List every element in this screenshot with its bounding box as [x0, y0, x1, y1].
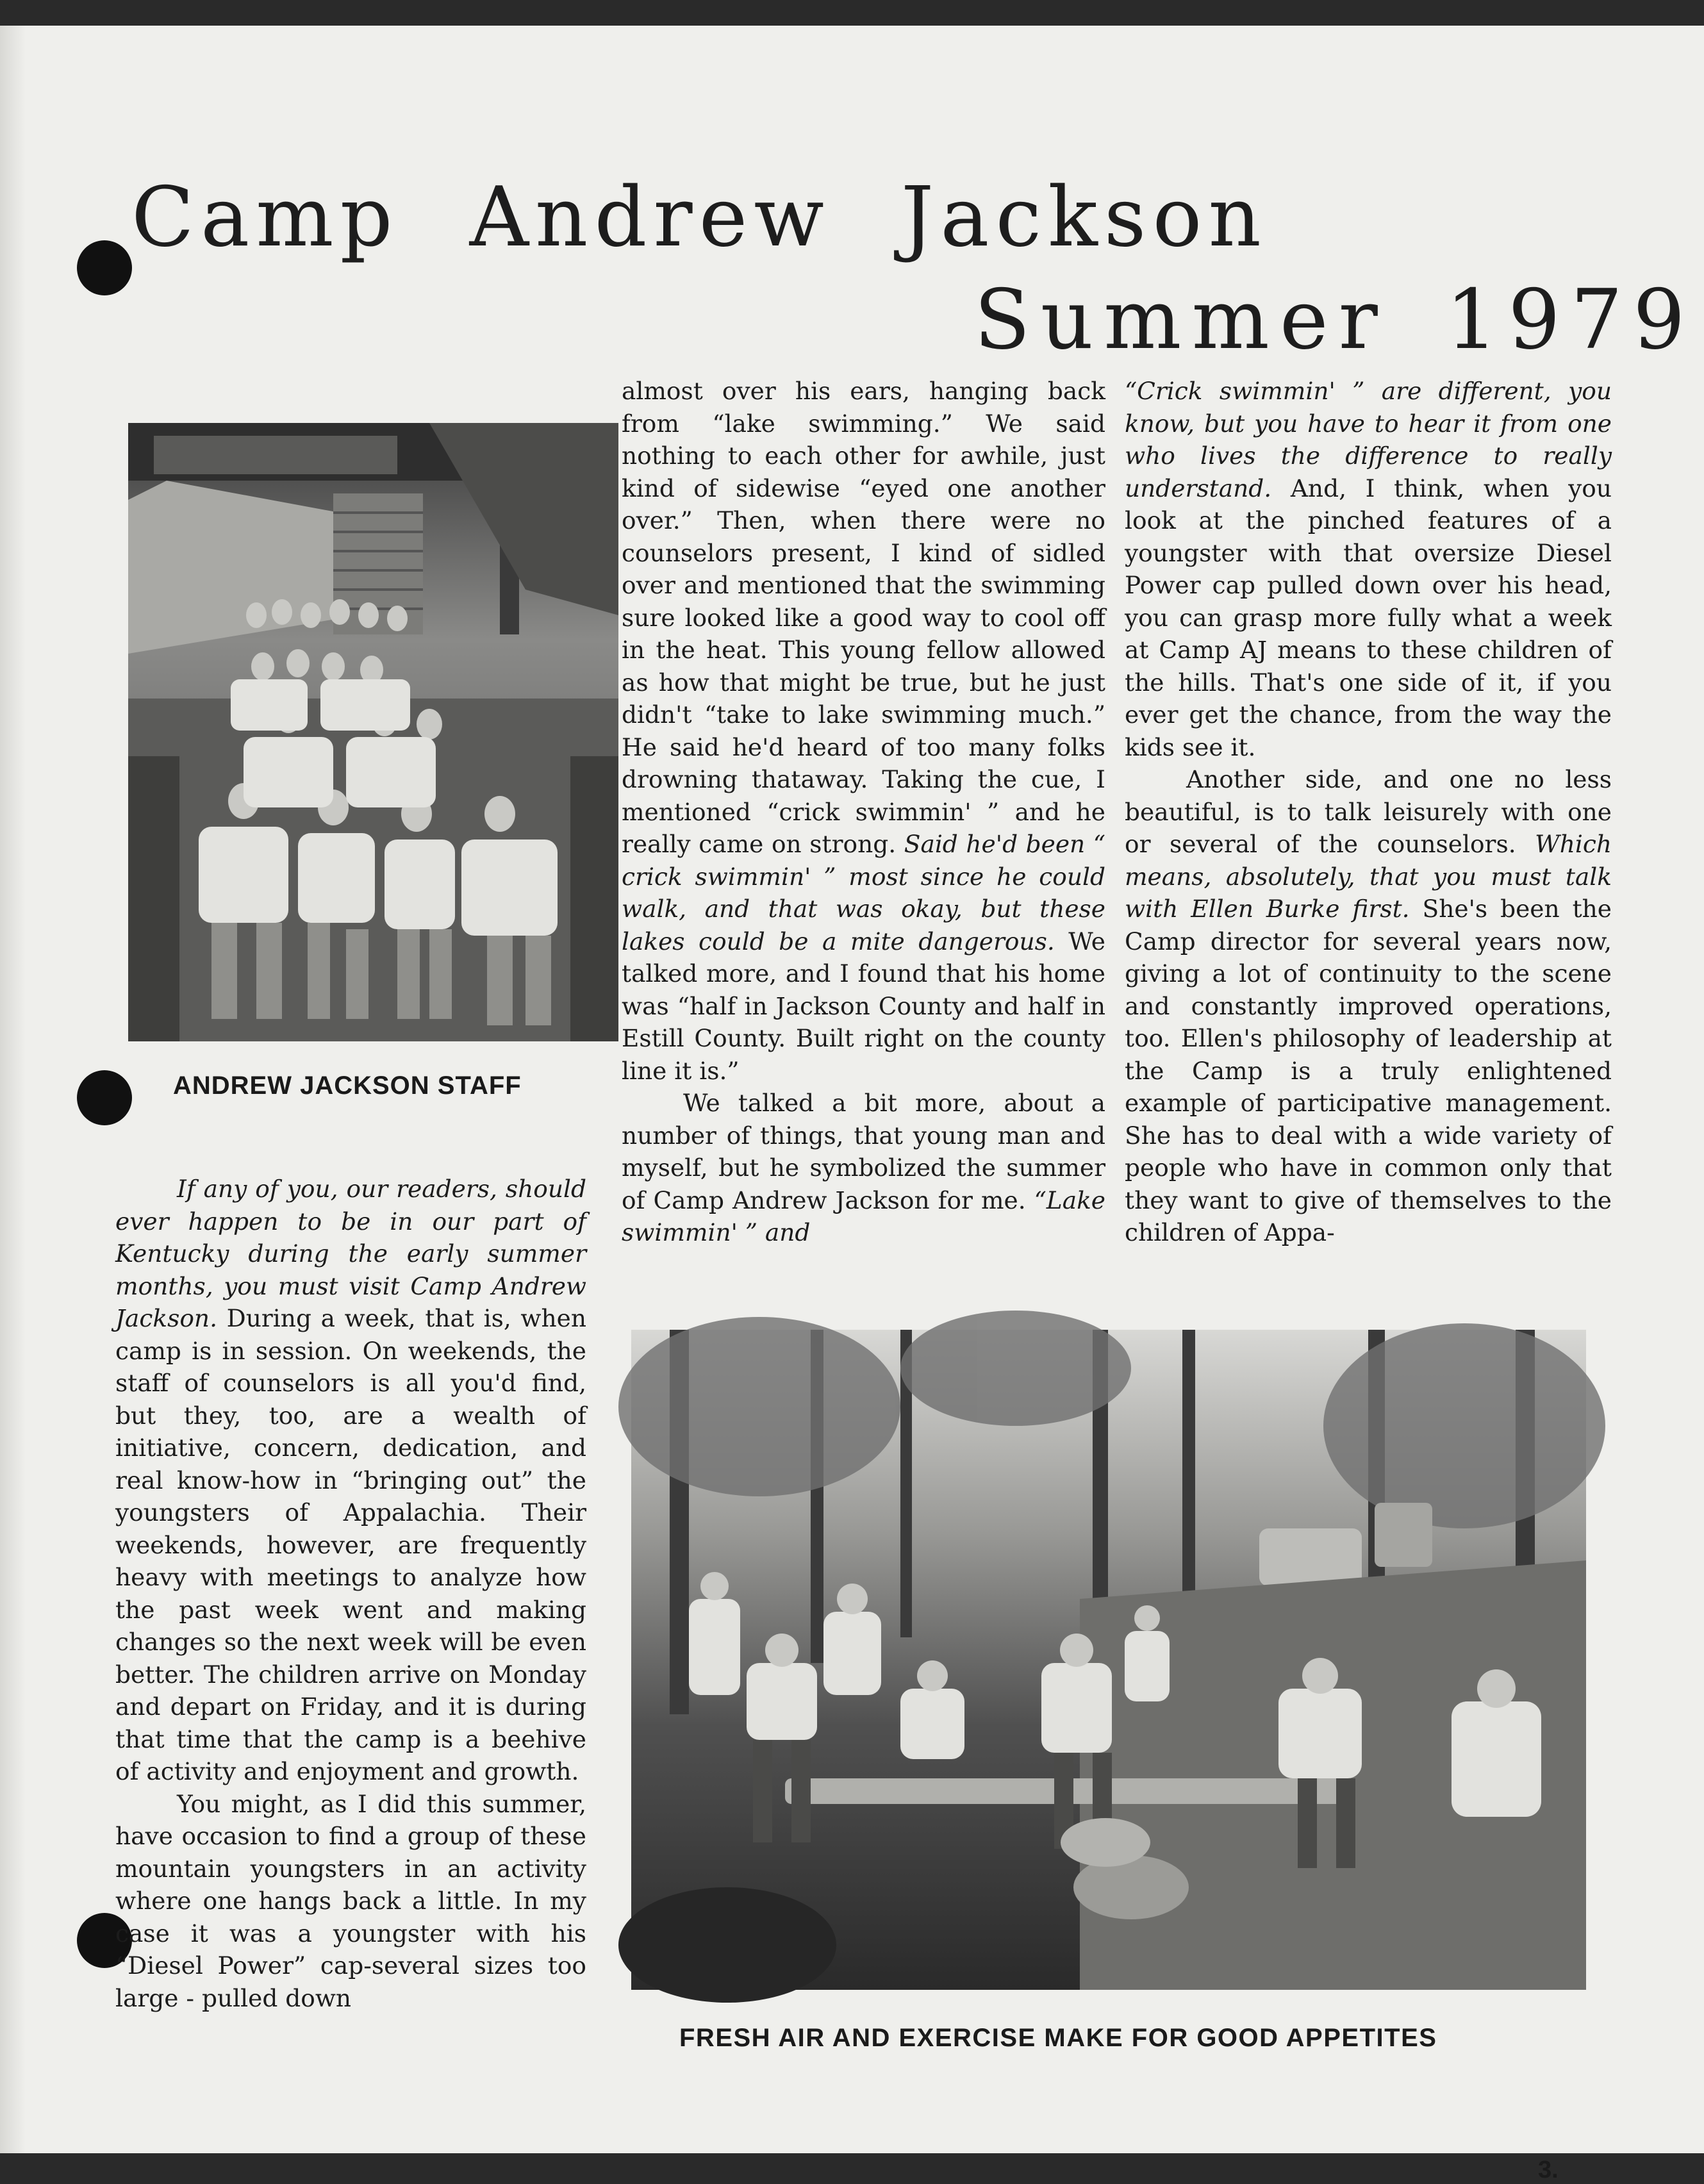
page-binding-edge — [0, 26, 26, 2153]
italic-text: Which means, absolutely, that you must talk with Ellen Burke first. — [1125, 830, 1612, 923]
paragraph — [115, 1173, 586, 1788]
title-word: Andrew — [469, 170, 831, 265]
article-column-3 — [1125, 375, 1612, 1249]
page-number: 3. — [1538, 2156, 1559, 2183]
title-word: Jackson — [900, 170, 1268, 265]
staff-photo — [128, 423, 618, 1041]
paragraph — [1125, 375, 1612, 763]
title-word: Camp — [131, 170, 399, 265]
picnic-photo — [631, 1330, 1586, 1990]
italic-text: “Crick swimmin' ” are different, you know, but you have to hear it from one who lives the difference to really understand. — [1125, 377, 1612, 502]
body-text: We talked more, and I found that his home was “half in Jackson County and half in Estill County. Built right on the county line it is.” — [622, 927, 1105, 1085]
binder-hole — [77, 240, 132, 295]
paragraph — [1125, 763, 1612, 1249]
body-text: We talked a bit more, about a number of things, that young man and myself, but he symbolized the summer of Camp Andrew Jackson for me. — [622, 1089, 1105, 1214]
page-subtitle — [974, 272, 1696, 368]
subtitle-word: Summer — [974, 272, 1388, 368]
staff-photo-caption: ANDREW JACKSON STAFF — [173, 1071, 522, 1100]
article-column-1 — [115, 1173, 586, 2014]
italic-text: Said he'd been “ crick swimmin' ” most since he could walk, and that was okay, but these lakes could be a mite dangerous. — [622, 830, 1105, 956]
subtitle-word: 1979 — [1445, 272, 1696, 368]
article-column-2 — [622, 375, 1105, 1249]
magazine-page — [26, 26, 1704, 2183]
paragraph — [622, 375, 1105, 1087]
paragraph: You might, as I did this summer, have occasion to find a group of these mountain youngsters in an activity where one hangs back a little. In my case it was a youngster with his “Diesel Power” cap-several sizes too large - pulled down — [115, 1789, 586, 2012]
body-text: During a week, that is, when camp is in session. On weekends, the staff of counselors is all you'd find, but they, too, are a wealth of initiative, concern, dedication, and real know-how in “bringing out” the youngsters of Appalachia. Their weekends, however, are frequently heavy with meetings to analyze how the past week went and making changes so the next week will be even better. The children arrive on Monday and depart on Friday, and it is during that time that the camp is a beehive of activity and enjoyment and growth. — [115, 1304, 586, 1785]
page-title — [131, 170, 1268, 265]
italic-text: If any of you, our readers, should ever happen to be in our part of Kentucky during the early summer months, you must visit Camp Andrew Jackson. — [115, 1175, 586, 1332]
italic-text: “Lake swimmin' ” and — [622, 1186, 1105, 1246]
picnic-photo-illustration — [631, 1330, 1586, 1990]
body-text: almost over his ears, hanging back from “lake swimming.” We said nothing to each other for awhile, just kind of sidewise “eyed one another over.” Then, when there were no counselors present, I kind of sidled over and mentioned that the swimming sure looked like a good way to cool off in the heat. This young fellow allowed as how that might be true, but he just didn't “take to lake swimming much.” He said he'd heard of too many folks drowning thataway. Taking the cue, I mentioned “crick swimmin' ” and he really came on strong. — [622, 377, 1105, 858]
picnic-photo-caption: FRESH AIR AND EXERCISE MAKE FOR GOOD APPETITES — [679, 2024, 1437, 2052]
body-text: And, I think, when you look at the pinched features of a youngster with that oversize Diesel Power cap pulled down over his head, you can grasp more fully what a week at Camp AJ means to these children of the hills. That's one side of it, if you ever get the chance, from the way the kids see it. — [1125, 474, 1612, 761]
binder-hole — [77, 1070, 132, 1125]
body-text: She's been the Camp director for several years now, giving a lot of continuity to the scene and constantly improved operations, too. Ellen's philosophy of leadership at the Camp is a truly enlightened example of participative management. She has to deal with a wide variety of people who have in common only that they want to give of themselves to the children of Appa- — [1125, 895, 1612, 1246]
body-text: Another side, and one no less beautiful, is to talk leisurely with one or several of the counselors. — [1125, 765, 1612, 858]
staff-photo-illustration — [128, 423, 618, 1041]
paragraph — [622, 1087, 1105, 1249]
